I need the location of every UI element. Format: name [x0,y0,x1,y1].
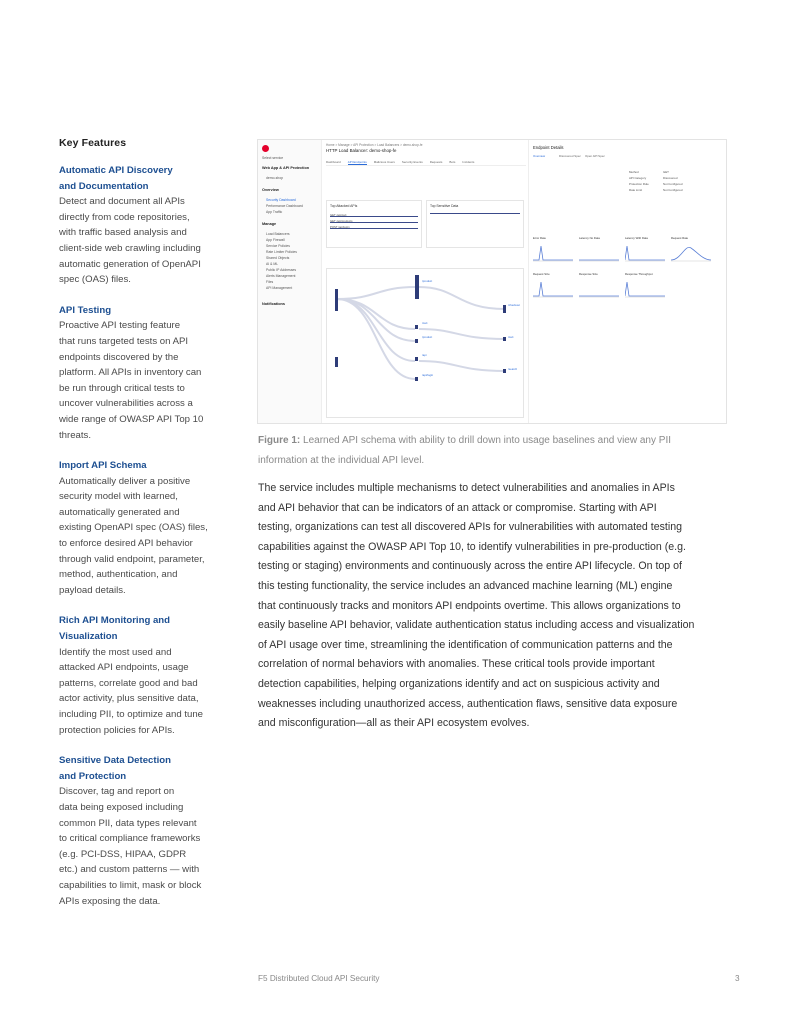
mini-chart-line [625,278,665,298]
body-line: detection capabilities, helping organizations identify and act on suspicious activity and [258,677,660,690]
mini-chart-title: Error Rate [533,236,546,240]
feature-description-line: protection policies for APIs. [59,724,175,736]
endpoint-details-title: Endpoint Details [533,145,564,150]
feature-description-line: patterns, correlate good and bad [59,677,198,689]
screenshot-tab: Security Events [401,160,423,164]
graph-node-label: /api/login [422,373,434,377]
feature-description-line: common PII, data types relevant [59,817,197,829]
body-line: The service includes multiple mechanisms to detect vulnerabilities and anomalies in APIs [258,482,675,494]
graph-node [415,377,418,381]
graph-node [335,357,338,367]
mini-chart-line [533,278,573,298]
feature-title [59,613,229,644]
body-paragraph [258,479,740,734]
endpoint-details-tab: Overview [533,154,546,158]
mini-chart-line [671,242,711,262]
feature-description-line: spec (OAS) files. [59,274,131,286]
screenshot-nav [258,140,322,424]
mini-chart [579,272,619,298]
screenshot-nav-item: Public IP Addresses [266,268,297,272]
feature-description-line: method, authentication, and [59,569,178,581]
screenshot-nav-item: Overview [262,188,279,192]
endpoint-detail-value: GET [663,170,669,174]
graph-node [415,339,418,343]
feature-block [59,753,229,909]
mini-chart [671,236,711,262]
screenshot-tabs [326,160,526,166]
feature-description-line: Proactive API testing feature [59,320,181,332]
feature-title-line: Visualization [59,631,118,643]
body-line: that continuously tracks and monitors API endpoints overtime. This allows organizations to [258,599,681,612]
mini-chart-title: Request Size [533,272,550,276]
mini-chart [625,272,665,298]
screenshot-tab: Dashboard [326,160,341,164]
feature-description-line: wide range of OWASP API Top 10 [59,413,204,425]
caption-line: Learned API schema with ability to drill down into usage baselines and view any PII [300,435,672,446]
screenshot-nav-context: Select service [262,156,284,160]
feature-description-line: existing OpenAPI spec (OAS) files, [59,522,208,534]
feature-title [59,753,229,784]
endpoint-detail-value: Rate Limit [629,188,643,192]
top-attacked-row: POST /api/login [330,225,418,229]
feature-description-line: capabilities to limit, mask or block [59,879,202,891]
body-line: testing or staging) environments and continuously across the entire API lifecycle. On top of [258,560,682,573]
endpoint-details-tab: Discovered Spec [559,154,581,158]
top-attacked-box [326,200,422,248]
feature-description-line: to enforce desired API behavior [59,538,193,550]
graph-node [415,275,419,299]
graph-node-label: /cart [508,335,514,339]
feature-title-line: API Testing [59,304,112,316]
screenshot-nav-item: AI & ML [266,262,279,266]
feature-description-line: etc.) and custom patterns — with [59,864,200,876]
top-sensitive-title: Top Sensitive Data [430,204,459,208]
top-attacked-row: GET /api/products [330,219,418,223]
feature-list [59,163,229,909]
feature-description-line: payload details. [59,584,126,596]
feature-title-line: and Documentation [59,180,149,192]
endpoint-detail-value: Not Configured [663,188,683,192]
endpoint-detail-value: Not Configured [663,182,683,186]
endpoint-detail-value: API Category [629,176,647,180]
graph-node [503,369,506,373]
caption-line: information at the individual API level. [258,455,425,466]
feature-description-line: Automatically deliver a positive [59,475,191,487]
feature-title-line: Sensitive Data Detection [59,755,171,767]
screenshot-tab: Requests [429,160,443,164]
feature-description [59,194,229,288]
feature-block [59,303,229,443]
feature-description-line: with traffic based analysis and [59,227,187,239]
graph-node-label: /api [422,353,427,357]
feature-block [59,613,229,738]
graph-node-label: /search [508,367,518,371]
screenshot-nav-item: Files [266,280,274,284]
feature-description-line: automatic generation of OpenAPI [59,258,201,270]
feature-description-line: to critical compliance frameworks [59,833,201,845]
screenshot-nav-item: demo-shop [266,176,283,180]
screenshot-breadcrumb: Home > Manage > API Protection > Load Balancers > demo-shop-fe [326,143,423,147]
feature-title-line: Import API Schema [59,460,147,472]
screenshot-tab: Bots [449,160,456,164]
feature-description-line: APIs exposing the data. [59,895,161,907]
feature-description-line: uncover vulnerabilities across a [59,398,193,410]
body-line: testing, organizations can test all discovered APIs for vulnerabilities with automated testing [258,521,682,534]
screenshot-nav-item: Shared Objects [266,256,290,260]
screenshot-nav-item: Rate Limiter Policies [266,250,297,254]
caption-label: Figure 1: [258,435,301,446]
screenshot-tab: API Endpoints [347,160,367,164]
footer-title: F5 Distributed Cloud API Security [258,974,380,983]
screenshot-nav-item: Performance Dashboard [266,204,303,208]
endpoint-details-panel [528,140,727,424]
feature-description-line: threats. [59,429,91,441]
screenshot-nav-item: Load Balancers [266,232,290,236]
endpoint-detail-value: Discovered [663,176,678,180]
feature-description-line: security model with learned, [59,491,178,503]
feature-description-line: attacked API endpoints, usage [59,662,189,674]
screenshot-nav-item: App Firewall [266,238,285,242]
body-line: and misconfiguration—all as their API ecosystem evolves. [258,717,530,730]
feature-description-line: endpoints discovered by the [59,351,179,363]
body-line: this testing functionality, the service includes an advanced machine learning (ML) engine [258,579,673,592]
graph-root-node [335,289,338,311]
feature-block [59,458,229,598]
api-flow-graph [327,269,525,419]
feature-title-line: Rich API Monitoring and [59,615,171,627]
mini-chart-title: Response Throughput [625,272,653,276]
body-line: capabilities against the OWASP API Top 10, to identify vulnerabilities in pre-production (e.g. [258,540,686,553]
feature-description-line: data being exposed including [59,801,184,813]
mini-chart [533,272,573,298]
mini-chart-line [533,242,573,262]
feature-description-line: directly from code repositories, [59,211,190,223]
mini-chart-title: Latency With Data [625,236,648,240]
body-line: weaknesses including unauthorized access, authentication flaws, sensitive data exposure [258,697,678,710]
feature-description-line: Identify the most used and [59,646,172,658]
screenshot-nav-item: Manage [262,222,277,226]
figure-caption [258,431,738,471]
page-number: 3 [735,974,740,983]
mini-chart-line [579,242,619,262]
feature-description [59,474,229,599]
screenshot-nav-item: API Management [266,286,293,290]
feature-description-line: be run through critical tests to [59,382,185,394]
feature-title-line: and Protection [59,770,127,782]
feature-title-line: Automatic API Discovery [59,165,173,176]
sensitive-bar [430,213,520,214]
f5-logo-icon [262,145,269,152]
body-line: and API behavior that can be indicators of an attack or compromise. Starting with API [258,501,657,514]
graph-node-label: /product [422,279,433,283]
top-sensitive-box [426,200,524,248]
feature-description [59,784,229,909]
feature-block [59,163,229,288]
graph-node [503,305,506,313]
top-attacked-title: Top Attacked APIs [330,204,358,208]
screenshot-nav-item: Service Policies [266,244,290,248]
feature-description [59,318,229,443]
feature-description-line: actor activity, plus sensitive data, [59,693,199,705]
endpoint-detail-value: Method [629,170,639,174]
key-features-sidebar [59,137,229,924]
screenshot-nav-item: Alerts Management [266,274,296,278]
graph-node-label: /checkout [508,303,520,307]
figure-screenshot [257,139,727,424]
feature-description-line: Detect and document all APIs [59,196,185,208]
mini-chart-title: Request Rate [671,236,689,240]
screenshot-nav-section: Web App & API Protection [262,166,310,170]
graph-node-label: /cart [422,321,428,325]
mini-chart [533,236,573,262]
body-line: correlation of normal behaviors with anomalies. These critical tools provide important [258,658,655,671]
endpoint-detail-value: Protection Rule [629,182,649,186]
screenshot-tab: Incidents [462,160,475,164]
key-features-heading: Key Features [59,137,127,149]
graph-node [415,357,418,361]
feature-description-line: that runs targeted tests on API [59,335,189,347]
feature-description-line: client-side web crawling including [59,242,201,254]
feature-description-line: Discover, tag and report on [59,786,175,798]
mini-chart [579,236,619,262]
mini-chart-title: Response Size [579,272,598,276]
feature-description-line: platform. All APIs in inventory can [59,367,202,379]
mini-chart-line [579,278,619,298]
feature-description-line: automatically generated and [59,506,180,518]
graph-node [415,325,418,329]
feature-title [59,303,229,319]
feature-description-line: (e.g. PCI-DSS, HIPAA, GDPR [59,848,187,860]
screenshot-main [322,140,528,424]
screenshot-tab: Malicious Users [373,160,395,164]
api-graph-box [326,268,524,418]
top-attacked-row: GET /api/cart [330,213,418,217]
feature-title [59,163,229,194]
feature-title [59,458,229,474]
mini-chart [625,236,665,262]
screenshot-nav-item: Security Dashboard [266,198,296,202]
mini-chart-line [625,242,665,262]
feature-description-line: including PII, to optimize and tune [59,709,203,720]
endpoint-details-tab: Open API Spec [585,154,605,158]
screenshot-title: HTTP Load Balancer: demo-shop-fe [326,148,397,153]
feature-description [59,645,229,739]
graph-node-label: /product [422,335,433,339]
screenshot-nav-item: App Traffic [266,210,283,214]
graph-node [503,337,506,341]
body-line: easily baseline API behavior, validate authentication status including access and visualization [258,619,695,632]
body-line: of API usage over time, streamlining the identification of communication patterns and the [258,638,673,651]
screenshot-nav-item: Notifications [262,302,285,306]
feature-description-line: through valid endpoint, parameter, [59,553,205,565]
mini-chart-title: Latency No Data [579,236,600,240]
